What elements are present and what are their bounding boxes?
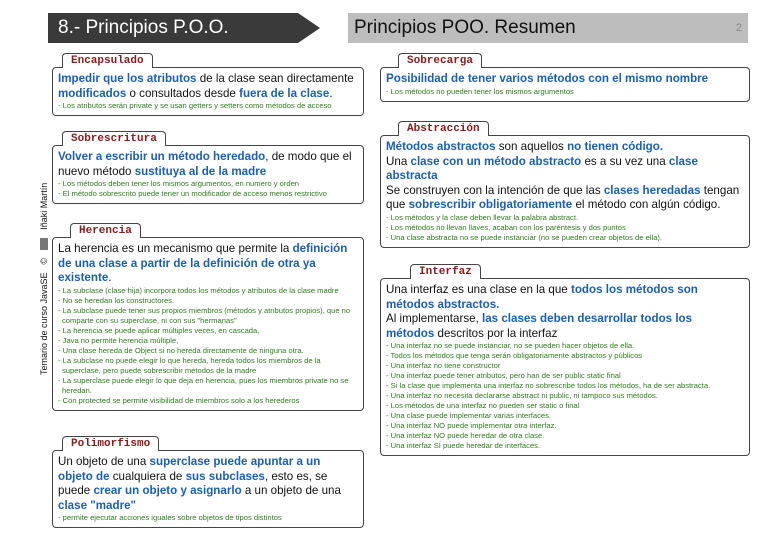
section-box bbox=[380, 135, 750, 248]
bullet-item: - Los métodos no llevan llaves, acaban con los paréntesis y dos puntos bbox=[386, 223, 743, 233]
bullet-item: - Los métodos y la clase deben llevar la palabra abstract. bbox=[386, 213, 743, 223]
section-interfaz bbox=[380, 264, 750, 512]
copyright-symbol: © bbox=[39, 257, 49, 265]
section-title: Abstracción bbox=[398, 121, 489, 136]
section-sobrescritura bbox=[52, 131, 364, 216]
section-title: Herencia bbox=[70, 223, 141, 238]
bullet-item: - permite ejecutar acciones iguales sobre objetos de tipos distintos bbox=[58, 513, 357, 523]
bullet-item: - La superclase puede elegir lo que deja en herencia, pues los miembros private no se heredan. bbox=[58, 376, 357, 396]
main-text bbox=[58, 455, 357, 513]
section-abstraccion bbox=[380, 121, 750, 251]
text-run: , de modo que el nuevo método bbox=[58, 150, 352, 178]
text-run: es a su vez una bbox=[581, 154, 669, 168]
bullet-item: - Con protected se permite visibilidad de miembros solo a los herederos bbox=[58, 396, 357, 406]
license-logo-icon bbox=[40, 238, 48, 250]
main-text bbox=[58, 72, 357, 101]
section-box bbox=[52, 67, 364, 116]
section-box bbox=[52, 237, 364, 411]
bullet-item: - Una interfaz SÍ puede heredar de interfaces. bbox=[386, 441, 743, 451]
bullet-item: - Una interfaz no se puede instanciar, no se pueden hacer objetos de ella. bbox=[386, 341, 743, 351]
bullet-list bbox=[386, 341, 743, 451]
section-sobrecarga bbox=[380, 53, 750, 109]
text-run: Se construyen con la intención de que las bbox=[386, 183, 604, 197]
highlight-text: sustituya al de la madre bbox=[134, 164, 267, 178]
header bbox=[48, 13, 748, 43]
bullet-item: - La subclase (clase hija) incorpora todos los métodos y atributos de la clase madre bbox=[58, 286, 357, 296]
section-title: Sobrescritura bbox=[62, 131, 166, 146]
text-run: o consultados desde bbox=[126, 86, 240, 100]
text-run: , esto es, se puede bbox=[58, 469, 328, 497]
sidebar bbox=[24, 140, 49, 380]
bullet-item: - Una clase abstracta no se puede instanciar (no se pueden crear objetos de ella). bbox=[386, 233, 743, 243]
bullet-item: - Los métodos no pueden tener los mismos argumentos bbox=[386, 87, 743, 97]
slide-title: Principios POO. Resumen bbox=[348, 13, 748, 43]
highlight-text: Volver a escribir un método heredado bbox=[58, 150, 266, 163]
section-box bbox=[52, 450, 364, 528]
bullet-list bbox=[58, 513, 357, 523]
bullet-item: - Los métodos deben tener los mismos argumentos, en numero y orden bbox=[58, 179, 357, 189]
highlight-text: clases heredadas bbox=[603, 183, 701, 197]
section-title: Sobrecarga bbox=[398, 53, 482, 68]
main-text bbox=[386, 72, 743, 87]
bullet-item: - Una interfaz NO puede implementar otra interfaz. bbox=[386, 421, 743, 431]
bullet-item: - Una clase hereda de Object si no hereda directamente de ninguna otra. bbox=[58, 346, 357, 356]
text-run: de la clase sean directamente bbox=[196, 72, 354, 85]
section-polimorfismo bbox=[52, 436, 364, 521]
section-title: Interfaz bbox=[410, 264, 481, 279]
bullet-item: - Una interfaz no tiene constructor bbox=[386, 361, 743, 371]
text-run: Una interfaz es una clase en la que bbox=[386, 283, 571, 296]
bullet-item: - Una interfaz puede tener atributos, pero han de ser public static final bbox=[386, 371, 743, 381]
chapter-title: 8.- Principios P.O.O. bbox=[48, 13, 298, 43]
text-run: . bbox=[108, 271, 112, 284]
bullet-item: - Una interfaz NO puede heredar de otra clase. bbox=[386, 431, 743, 441]
text-lines bbox=[386, 283, 743, 341]
text-run: La herencia es un mecanismo que permite la bbox=[58, 242, 293, 255]
text-run: Una bbox=[386, 154, 411, 168]
section-title: Encapsulado bbox=[62, 53, 153, 68]
highlight-text: clase abstracta bbox=[386, 154, 698, 182]
highlight-text: sus subclases bbox=[185, 469, 265, 483]
sidebar-text bbox=[39, 135, 49, 375]
bullet-item: - Todos los métodos que tenga serán obligatoriamente abstractos y públicos bbox=[386, 351, 743, 361]
highlight-text: no tienen código. bbox=[567, 140, 664, 153]
author-label: Iñaki Martín bbox=[39, 182, 49, 230]
text-run: cualquiera de bbox=[109, 469, 186, 483]
highlight-text: las clases deben desarrollar todos los métodos bbox=[386, 312, 693, 340]
main-text bbox=[58, 150, 357, 179]
bullet-item: - Una interfaz no necesita declararse abstract ni public, ni tampoco sus métodos. bbox=[386, 391, 743, 401]
highlight-text: Métodos abstractos bbox=[386, 140, 496, 153]
bullet-item: - Java no permite herencia múltiple, bbox=[58, 336, 357, 346]
course-label: Temario de curso JavaSE bbox=[39, 272, 49, 375]
highlight-text: Posibilidad de tener varios métodos con el mismo nombre bbox=[386, 72, 709, 85]
highlight-text: todos los métodos son métodos abstractos. bbox=[386, 283, 698, 311]
text-run: a un objeto de una bbox=[241, 484, 341, 497]
section-box bbox=[380, 278, 750, 456]
bullet-item: - Si la clase que implementa una interfaz no sobrescribe todos los métodos, ha de ser abstracta. bbox=[386, 381, 743, 391]
text-run: son aquellos bbox=[495, 140, 568, 153]
bullet-item: - Los métodos de una interfaz no pueden ser static o final bbox=[386, 401, 743, 411]
text-line bbox=[386, 312, 743, 341]
bullet-item: - La herencia se puede aplicar múltiples veces, en cascada, bbox=[58, 326, 357, 336]
text-lines bbox=[386, 140, 743, 213]
highlight-text: clase "madre" bbox=[58, 498, 137, 512]
text-line bbox=[386, 155, 743, 184]
bullet-list bbox=[58, 101, 357, 111]
section-title: Polimorfismo bbox=[62, 436, 159, 451]
bullet-item: - La subclase no puede elegir lo que hereda, hereda todos los miembros de la superclase, pero puede sobrescribir métodos de la madre bbox=[58, 356, 357, 376]
bullet-item: - Los atributos serán private y se usan getters y setters como métodos de acceso bbox=[58, 101, 357, 111]
bullet-list bbox=[386, 87, 743, 97]
highlight-text: definición de una clase a partir de la definición de otra ya existente bbox=[58, 242, 348, 284]
text-run: Un objeto de una bbox=[58, 455, 150, 468]
text-run: el método con algún código. bbox=[572, 198, 721, 211]
section-encapsulado bbox=[52, 53, 364, 123]
bullet-list bbox=[386, 213, 743, 243]
section-box bbox=[52, 145, 364, 204]
text-line bbox=[386, 184, 743, 213]
bullet-item: - Una clase puede implementar varias interfaces. bbox=[386, 411, 743, 421]
text-line bbox=[386, 140, 743, 155]
text-run: Al implementarse, bbox=[386, 312, 483, 325]
main-text bbox=[58, 242, 357, 286]
text-run: tengan que bbox=[386, 183, 740, 211]
highlight-text: clase con un método abstracto bbox=[410, 154, 582, 168]
text-run: . bbox=[329, 86, 333, 100]
header-arrow bbox=[298, 13, 320, 43]
highlight-text: crear un objeto y asignarlo bbox=[93, 484, 242, 497]
highlight-text: superclase puede apuntar a un objeto de bbox=[58, 455, 321, 483]
bullet-item: - No se heredan los constructores. bbox=[58, 296, 357, 306]
highlight-text: sobrescribir obligatoriamente bbox=[408, 198, 573, 211]
highlight-text: Impedir que los atributos bbox=[58, 72, 197, 85]
section-herencia bbox=[52, 223, 364, 428]
text-run: descritos por la interfaz bbox=[434, 326, 558, 340]
bullet-item: - El método sobrescrito puede tener un modificador de acceso menos restrictivo bbox=[58, 189, 357, 199]
highlight-text: fuera de la clase bbox=[239, 86, 330, 100]
bullet-item: - La subclase puede tener sus propios miembros (métodos y atributos propios), que no comparte con su superclase, ni con sus "hermanas" bbox=[58, 306, 357, 326]
page-number: 2 bbox=[735, 22, 742, 34]
bullet-list bbox=[58, 179, 357, 199]
bullet-list bbox=[58, 286, 357, 406]
highlight-text: modificados bbox=[58, 86, 127, 100]
section-box bbox=[380, 67, 750, 102]
text-line bbox=[386, 283, 743, 312]
